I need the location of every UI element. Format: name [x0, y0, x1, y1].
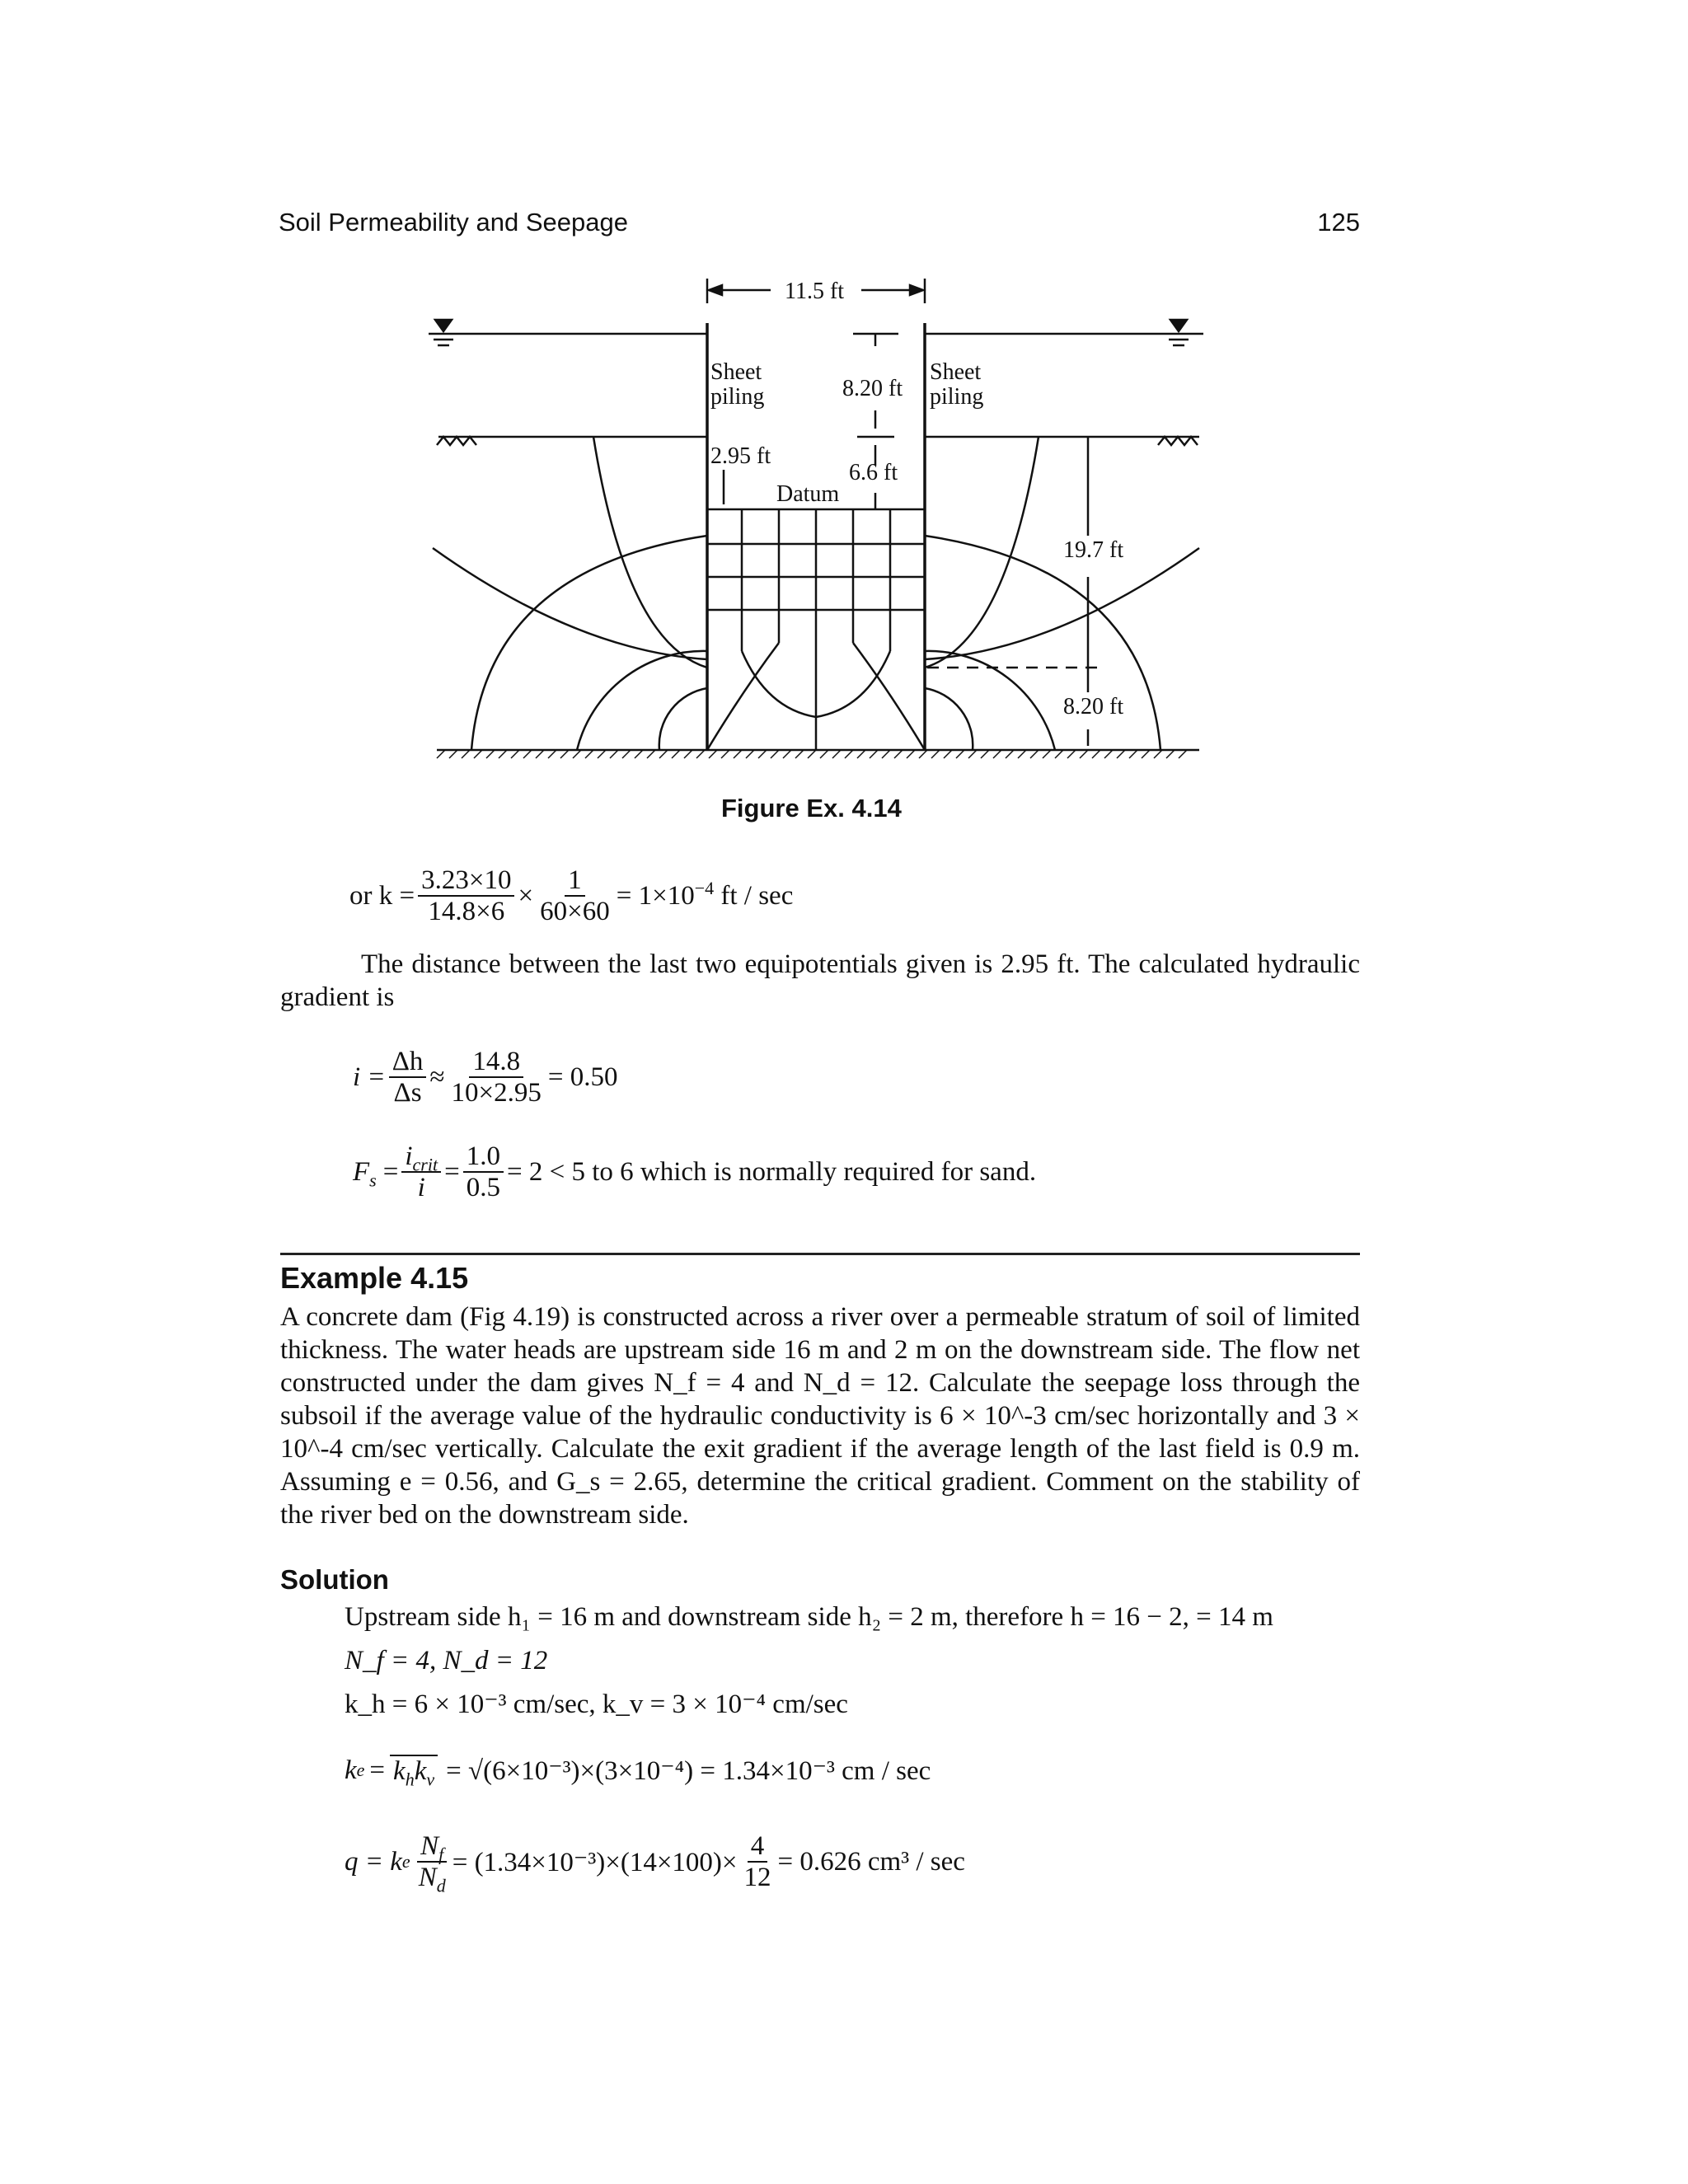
eq-i-approx: ≈ [429, 1062, 445, 1092]
eq-k-frac2: $\frac{1}{60\times 60}$ [540, 865, 610, 926]
eq-q-result: = 0.626 cm³ / sec [777, 1846, 965, 1877]
eq-q-lhs: q = k [345, 1846, 402, 1877]
page-number: 125 [1317, 208, 1360, 237]
solution-line-3: k_h = 6 × 10⁻³ cm/sec, k_v = 3 × 10⁻⁴ cm/sec [345, 1690, 848, 1719]
flow-line [433, 548, 707, 659]
solution-line-4: k e = $k_hk_v$ = √(6×10⁻³)×(3×10⁻⁴) = 1.34×10⁻³ cm / sec [345, 1755, 931, 1790]
eq-i-frac1: $\frac{\Delta h}{\Delta s}$ [389, 1047, 427, 1108]
solution-line-1: Upstream side h₁ = 16 m and downstream side h₂ = 2 m, therefore h = 16 − 2, = 14 m [345, 1602, 1273, 1632]
eq-fs-frac2: $\frac{1.0}{0.5}$ [463, 1141, 504, 1202]
equation-k [349, 865, 793, 926]
label-66: 6.6 ft [849, 460, 898, 485]
boundary-hatch [437, 750, 1187, 758]
eq-ke-lhs: k [345, 1755, 357, 1785]
eq-ke-rhs: = √(6×10⁻³)×(3×10⁻⁴) = 1.34×10⁻³ cm / sec [446, 1756, 931, 1786]
label-datum: Datum [776, 481, 840, 507]
eq-i-lhs: i = [353, 1062, 386, 1092]
eq-i-frac2: $\frac{14.8}{10\times 2.95}$ [451, 1047, 542, 1108]
eq-k-times: × [518, 880, 534, 911]
label-sheet-left-2: piling [710, 384, 765, 410]
label-820-top: 8.20 ft [842, 376, 903, 401]
equation-i [353, 1047, 618, 1108]
solution-line-5: q = k e $\frac{N_f}{N_d}$ = (1.34×10⁻³)×(14×100)× $\frac{4}{12}$ = 0.626 cm³ / sec [345, 1831, 965, 1896]
eq-q-mid: = (1.34×10⁻³)×(14×100)× [452, 1848, 738, 1877]
label-295: 2.95 ft [710, 443, 771, 469]
ground-hatch [1158, 437, 1198, 445]
water-level-symbol [1170, 320, 1187, 331]
label-sheet-right-1: Sheet [930, 359, 982, 385]
flow-net-figure [0, 0, 1688, 791]
label-197: 19.7 ft [1063, 537, 1124, 563]
eq-i-result: = 0.50 [547, 1062, 618, 1092]
eq-k-result: = $1\times 10^{-4}$ ft / sec [616, 877, 794, 911]
running-header: Soil Permeability and Seepage [279, 208, 628, 237]
paragraph-gradient: The distance between the last two equipotentials given is 2.95 ft. The calculated hydraulic gradient is [280, 949, 1360, 1012]
eq-k-prefix: or k = [349, 880, 415, 911]
eq-fs-result: = 2 < 5 to 6 which is normally required for sand. [506, 1156, 1037, 1187]
solution-title: Solution [280, 1564, 389, 1595]
ground-hatch [437, 437, 476, 445]
example-title: Example 4.15 [280, 1261, 469, 1295]
flow-line [925, 548, 1199, 659]
equation-fs: $F_s$ = $\frac{i_{crit}}{i}$ = $\frac{1.0}{0.5}$ = 2 < 5 to 6 which is normally required for sand. [353, 1141, 1037, 1202]
label-sheet-right-2: piling [930, 384, 984, 410]
label-width: 11.5 ft [785, 279, 845, 304]
figure-caption: Figure Ex. 4.14 [721, 794, 902, 823]
water-level-symbol [435, 320, 452, 331]
arrowhead [709, 285, 722, 295]
example-text: A concrete dam (Fig 4.19) is constructed across a river over a permeable stratum of soil of limited thickness. The water heads are upstream side 16 m and 2 m on the downstream side. The flow net constructed under the dam gives N_f = 4 and N_d = 12. Calculate the seepage loss through the subsoil if the average value of the hydraulic conductivity is 6 × 10^-3 cm/sec horizontally and 3 × 10^-4 cm/sec vertically. Calculate the exit gradient if the average length of the last field is 0.9 m. Assuming e = 0.56, and G_s = 2.65, determine the critical gradient. Comment on the stability of the river bed on the downstream side. [280, 1302, 1360, 1530]
arrowhead [910, 285, 923, 295]
equipotential [925, 437, 1039, 668]
solution-line-2: N_f = 4, N_d = 12 [345, 1646, 548, 1675]
flow-line [659, 688, 707, 750]
label-sheet-left-1: Sheet [710, 359, 762, 385]
eq-k-frac1: $\frac{3.23\times 10}{14.8\times 6}$ [418, 865, 514, 926]
label-820-bottom: 8.20 ft [1063, 694, 1124, 719]
eq-q-frac: $\frac{4}{12}$ [743, 1831, 771, 1892]
flow-line [577, 651, 707, 750]
eq-fs-frac1: $\frac{i_{crit}}{i}$ [401, 1141, 441, 1202]
example-rule [280, 1253, 1360, 1255]
equipotential [593, 437, 707, 668]
eq-fs-lhs: $F_s$ [353, 1156, 377, 1191]
eq-fs-eq: = [382, 1156, 399, 1187]
